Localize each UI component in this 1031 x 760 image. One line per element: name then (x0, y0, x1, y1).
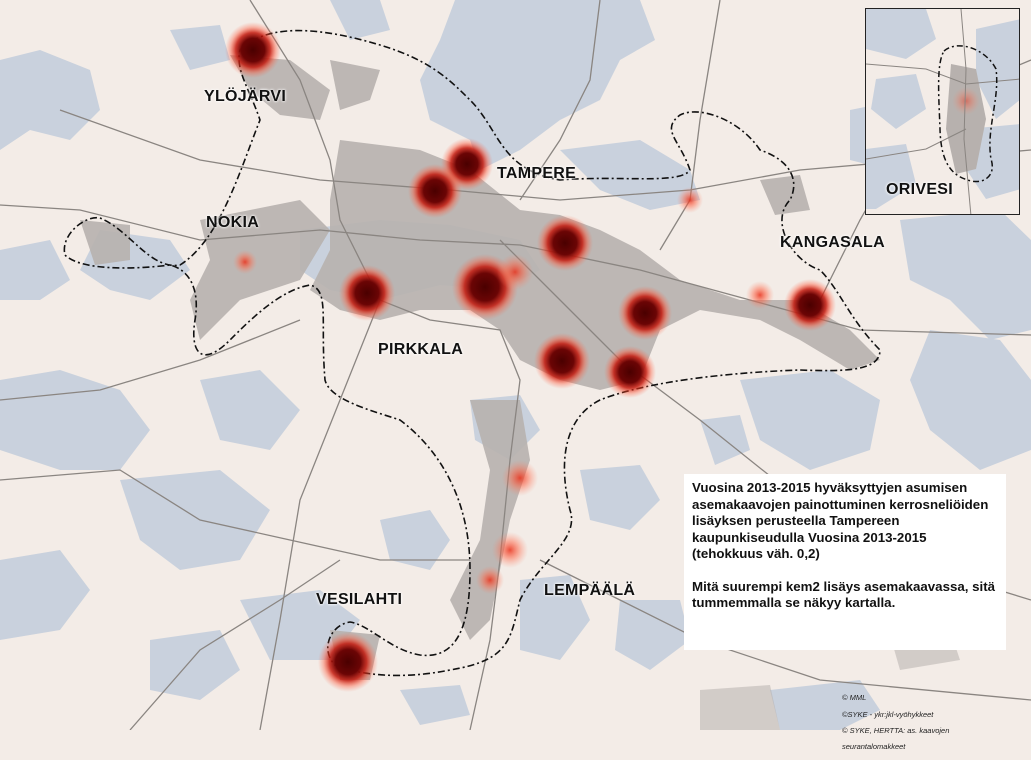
legend-note: Mitä suurempi kem2 lisäys asemakaavassa, sitä tummemmalla se näkyy kartalla. (692, 578, 996, 610)
place-label-ylojarvi: YLÖJÄRVI (204, 88, 287, 105)
place-label-pirkkala: PIRKKALA (378, 341, 464, 358)
hotspot (784, 279, 836, 331)
inset-map-orivesi (865, 8, 1020, 215)
hotspot (497, 254, 533, 290)
place-label-vesilahti: VESILAHTI (316, 591, 403, 608)
legend-box (684, 474, 1006, 650)
hotspot (618, 286, 672, 340)
place-label-nokia: NOKIA (206, 214, 260, 231)
hotspot (476, 566, 504, 594)
hotspot (746, 281, 774, 309)
credit-line: seurantalomakkeet (842, 742, 906, 752)
hotspot (408, 164, 462, 218)
credit-line: © MML (842, 693, 867, 703)
hotspot (339, 265, 395, 321)
credit-line: ©SYKE - ykr:jkl-vyöhykkeet (842, 709, 934, 719)
hotspot (604, 346, 656, 398)
hotspot (492, 532, 528, 568)
hotspot (318, 632, 378, 692)
hotspot (677, 187, 703, 213)
hotspot (534, 333, 590, 389)
place-label-lempaala: LEMPÄÄLÄ (544, 582, 636, 599)
hotspot (537, 215, 593, 271)
hotspot (225, 22, 281, 78)
place-label-orivesi: ORIVESI (886, 181, 954, 198)
hotspot (233, 250, 257, 274)
map-credits (842, 686, 949, 760)
place-label-kangasala: KANGASALA (780, 234, 885, 251)
place-label-tampere: TAMPERE (497, 165, 577, 182)
hotspot (502, 460, 538, 496)
credit-line: © SYKE, HERTTA: as. kaavojen (842, 726, 950, 736)
legend-description: Vuosina 2013-2015 hyväksyttyjen asumisen asemakaavojen painottuminen kerrosneliöiden lisäyksen perusteella Tampereen kaupunkiseudulla Vuosina 2013-2015 (tehokkuus väh. 0,2) (692, 480, 989, 561)
